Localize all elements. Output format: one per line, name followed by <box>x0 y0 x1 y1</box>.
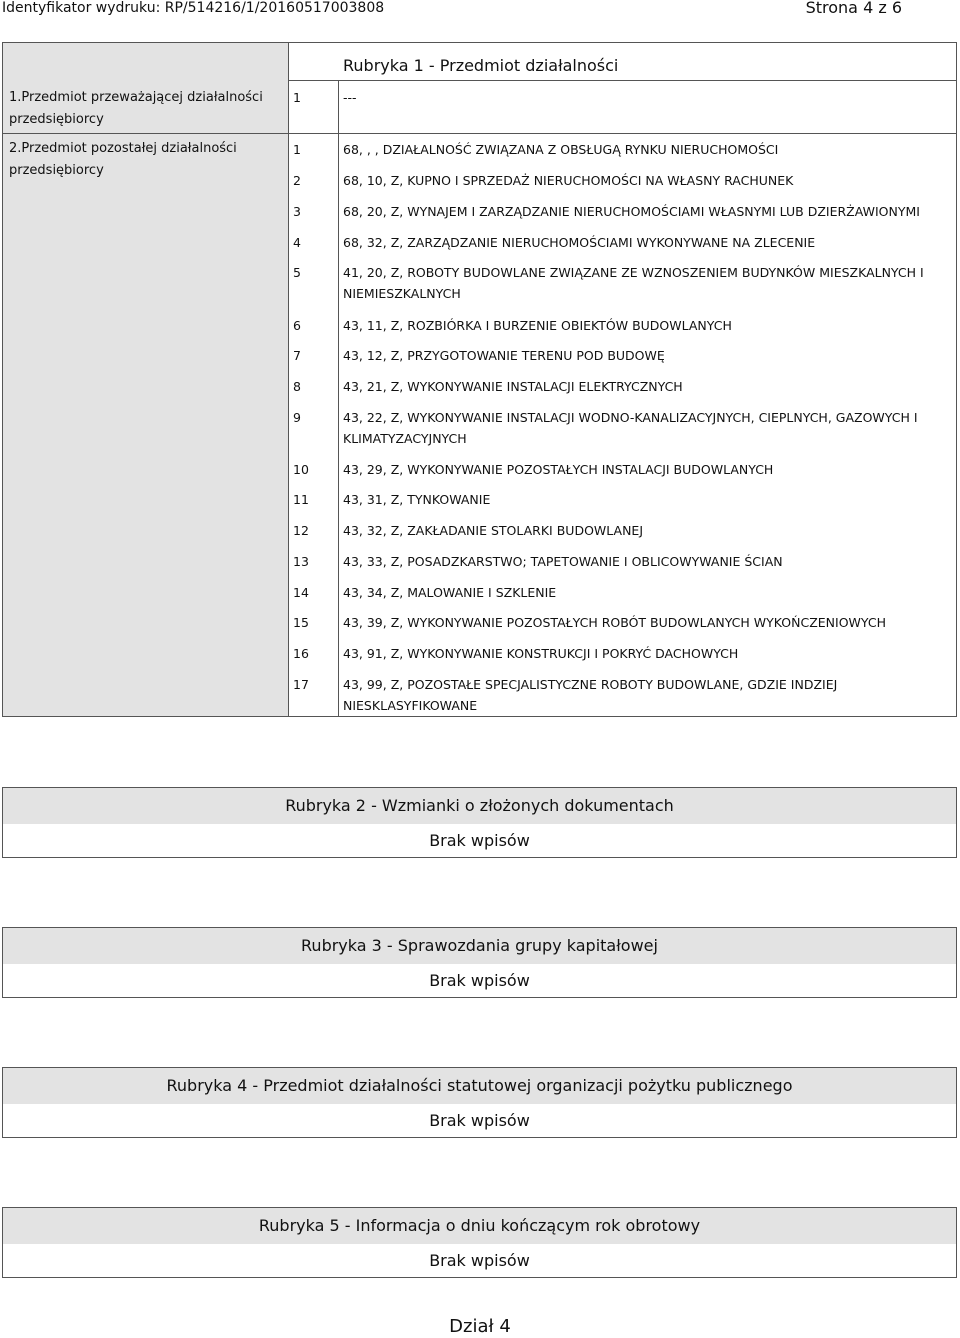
activity-row-text: 43, 99, Z, POZOSTAŁE SPECJALISTYCZNE ROBOTY BUDOWLANE, GDZIE INDZIEJ NIESKLASYFIKOWANE <box>343 677 838 713</box>
group-divider <box>3 133 956 134</box>
activity-row-number: 15 <box>293 615 309 630</box>
activity-row-text: 43, 11, Z, ROZBIÓRKA I BURZENIE OBIEKTÓW BUDOWLANYCH <box>343 318 732 333</box>
activity-row-number: 6 <box>293 318 301 333</box>
activity-row-number: 1 <box>293 142 301 157</box>
activity-row-number: 10 <box>293 462 309 477</box>
main-activity-label: 1.Przedmiot przeważającej działalności przedsiębiorcy <box>9 90 263 127</box>
activity-row-number: 17 <box>293 677 309 692</box>
section-title: Rubryka 3 - Sprawozdania grupy kapitałowej <box>3 928 956 964</box>
other-activity-label: 2.Przedmiot pozostałej działalności przedsiębiorcy <box>9 141 237 178</box>
rubryka-5-section <box>2 1207 957 1278</box>
section-body: Brak wpisów <box>429 1251 530 1270</box>
rubryka-3-section <box>2 927 957 998</box>
activity-row-text: 43, 12, Z, PRZYGOTOWANIE TERENU POD BUDOWĘ <box>343 348 665 363</box>
rubryka-4-section <box>2 1067 957 1138</box>
activity-row-text: 68, , , DZIAŁALNOŚĆ ZWIĄZANA Z OBSŁUGĄ RYNKU NIERUCHOMOŚCI <box>343 142 779 157</box>
activity-row-number: 8 <box>293 379 301 394</box>
rubryka-2-section <box>2 787 957 858</box>
section-body: Brak wpisów <box>429 1111 530 1130</box>
row-divider <box>289 80 956 81</box>
rubryka-1-table <box>2 42 957 717</box>
activity-row-number: 3 <box>293 204 301 219</box>
activity-row-text: 68, 32, Z, ZARZĄDZANIE NIERUCHOMOŚCIAMI WYKONYWANE NA ZLECENIE <box>343 235 816 250</box>
activity-row-number: 4 <box>293 235 301 250</box>
section-body: Brak wpisów <box>429 831 530 850</box>
activity-row-text: 43, 91, Z, WYKONYWANIE KONSTRUKCJI I POKRYĆ DACHOWYCH <box>343 646 739 661</box>
activity-row-number: 12 <box>293 523 309 538</box>
activity-row-text: 43, 34, Z, MALOWANIE I SZKLENIE <box>343 585 557 600</box>
activity-row-text: 68, 10, Z, KUPNO I SPRZEDAŻ NIERUCHOMOŚCI NA WŁASNY RACHUNEK <box>343 173 794 188</box>
main-row-text: --- <box>343 90 357 105</box>
activity-row-number: 9 <box>293 410 301 425</box>
activity-row-number: 7 <box>293 348 301 363</box>
activity-row-number: 2 <box>293 173 301 188</box>
section-title: Rubryka 4 - Przedmiot działalności statutowej organizacji pożytku publicznego <box>3 1068 956 1104</box>
activity-row-text: 43, 21, Z, WYKONYWANIE INSTALACJI ELEKTRYCZNYCH <box>343 379 683 394</box>
section-body: Brak wpisów <box>429 971 530 990</box>
activity-row-number: 5 <box>293 265 301 280</box>
division-heading: Dział 4 <box>449 1316 511 1337</box>
section-title: Rubryka 2 - Wzmianki o złożonych dokumentach <box>3 788 956 824</box>
rubryka-1-title: Rubryka 1 - Przedmiot działalności <box>343 56 619 75</box>
activity-row-text: 43, 31, Z, TYNKOWANIE <box>343 492 491 507</box>
page-number: Strona 4 z 6 <box>805 0 902 17</box>
section-title: Rubryka 5 - Informacja o dniu kończącym rok obrotowy <box>3 1208 956 1244</box>
activity-row-number: 11 <box>293 492 309 507</box>
activity-row-number: 16 <box>293 646 309 661</box>
activity-row-text: 43, 29, Z, WYKONYWANIE POZOSTAŁYCH INSTALACJI BUDOWLANYCH <box>343 462 774 477</box>
activity-row-text: 43, 39, Z, WYKONYWANIE POZOSTAŁYCH ROBÓT BUDOWLANYCH WYKOŃCZENIOWYCH <box>343 615 886 630</box>
main-row-number: 1 <box>293 90 301 105</box>
activity-row-text: 43, 32, Z, ZAKŁADANIE STOLARKI BUDOWLANEJ <box>343 523 644 538</box>
activity-row-number: 13 <box>293 554 309 569</box>
print-identifier: Identyfikator wydruku: RP/514216/1/20160517003808 <box>2 0 385 16</box>
activity-row-text: 43, 22, Z, WYKONYWANIE INSTALACJI WODNO-KANALIZACYJNYCH, CIEPLNYCH, GAZOWYCH I KLIMATYZACYJNYCH <box>343 410 918 446</box>
activity-row-text: 43, 33, Z, POSADZKARSTWO; TAPETOWANIE I OBLICOWYWANIE ŚCIAN <box>343 554 783 569</box>
activity-row-text: 41, 20, Z, ROBOTY BUDOWLANE ZWIĄZANE ZE WZNOSZENIEM BUDYNKÓW MIESZKALNYCH I NIEMIESZKALNYCH <box>343 265 924 301</box>
activity-row-text: 68, 20, Z, WYNAJEM I ZARZĄDZANIE NIERUCHOMOŚCIAMI WŁASNYMI LUB DZIERŻAWIONYMI <box>343 204 920 219</box>
activity-row-number: 14 <box>293 585 309 600</box>
